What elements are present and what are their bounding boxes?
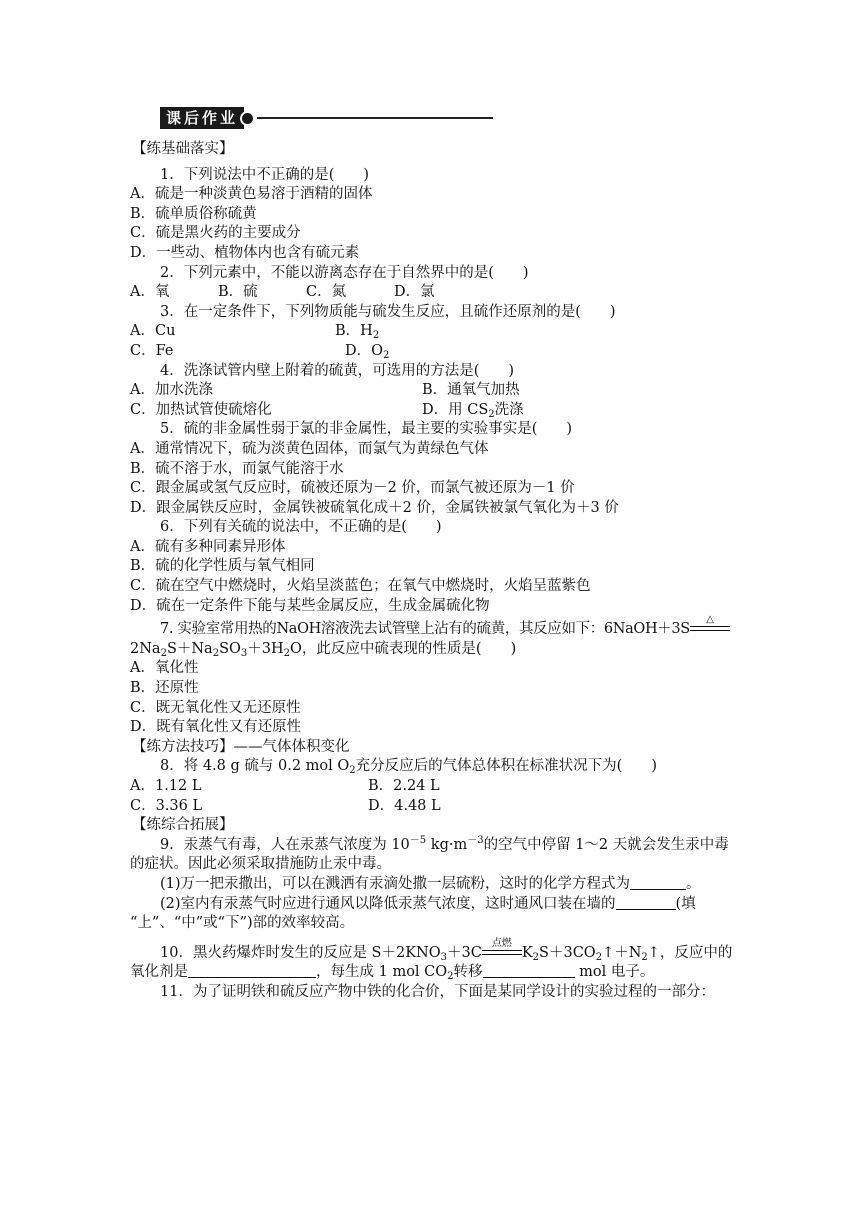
- q4-option-c: C．加热试管使硫熔化: [130, 401, 272, 418]
- question-10-stem-cont: 氧化剂是 ，每生成 1 mol $CO_2$转移 mol 电子。: [130, 964, 655, 983]
- q3-option-a: A．Cu: [130, 323, 176, 340]
- document-body: [130, 140, 733, 1003]
- q2-option-c: C．氮: [306, 284, 347, 301]
- q4-options-row2: [130, 401, 730, 421]
- q9-answer-blank-1[interactable]: [630, 875, 686, 890]
- q3-options-row2: [130, 342, 730, 362]
- section-method: 【练方法技巧】——气体体积变化: [132, 738, 350, 755]
- reaction-ignite-arrow: 点燃: [482, 948, 522, 958]
- q9-part-1: (1)万一把汞撒出，可以在溅洒有汞滴处撒一层硫粉，这时的化学方程式为 。: [160, 875, 701, 892]
- q1-option-d: D．一些动、植物体内也含有硫元素: [130, 244, 360, 261]
- reaction-heat-arrow: △: [690, 624, 730, 634]
- q9-answer-blank-2[interactable]: [616, 895, 676, 910]
- q8-option-d: D．4.48 L: [368, 797, 441, 814]
- section-comprehensive: 【练综合拓展】: [132, 817, 234, 834]
- q2-option-d: D．氯: [394, 284, 435, 301]
- question-1-stem: 1．下列说法中不正确的是( ): [160, 166, 370, 183]
- q3-options-row1: [130, 322, 730, 342]
- q8-option-b: B．2.24 L: [368, 778, 440, 794]
- q5-option-a: A．通常情况下，硫为淡黄色固体，而氯气为黄绿色气体: [130, 440, 489, 457]
- question-10-stem: 10．黑火药爆炸时发生的反应是 $S+2KNO_3+3C$ 点燃 $K_2S+3CO_2↑+N_2↑$，反应中的: [160, 937, 733, 963]
- q8-option-c: C．3.36 L: [130, 797, 203, 814]
- question-6-stem: 6．下列有关硫的说法中，不正确的是( ): [160, 519, 442, 536]
- q7-option-b: B．还原性: [130, 680, 199, 697]
- q4-option-a: A．加水洗涤: [130, 382, 213, 399]
- q1-option-a: A．硫是一种淡黄色易溶于酒精的固体: [130, 186, 373, 203]
- q2-option-b: B．硫: [218, 284, 258, 301]
- q3-option-d: D．$O_2$: [345, 342, 390, 361]
- question-2-stem: 2．下列元素中，不能以游离态存在于自然界中的是( ): [160, 264, 529, 281]
- q5-option-c: C．跟金属或氢气反应时，硫被还原为－2 价，而氯气被还原为－1 价: [130, 480, 575, 497]
- question-7-stem: 7. 实验室常用热的NaOH溶液洗去试管壁上沾有的硫黄，其反应如下：6NaOH＋3S △: [130, 616, 730, 640]
- q6-option-b: B．硫的化学性质与氧气相同: [130, 558, 315, 575]
- q4-option-d: D．用 $CS_2$洗涤: [422, 401, 524, 420]
- q7-option-d: D．既有氧化性又有还原性: [130, 719, 302, 736]
- header-rule: [257, 117, 493, 119]
- q6-option-a: A．硫有多种同素异形体: [130, 538, 286, 555]
- q1-option-c: C．硫是黑火药的主要成分: [130, 225, 301, 242]
- q10-answer-blank-2[interactable]: [483, 963, 575, 978]
- question-9-stem-cont: 的症状。因此必须采取措施防止汞中毒。: [130, 856, 391, 873]
- q4-option-b: B．通氧气加热: [422, 382, 520, 399]
- header-title: 课后作业: [160, 107, 244, 129]
- question-5-stem: 5．硫的非金属性弱于氯的非金属性，最主要的实验事实是( ): [160, 421, 573, 438]
- q10-answer-blank-1[interactable]: [188, 963, 316, 978]
- section-header: [160, 106, 493, 130]
- question-9-stem: 9．汞蒸气有毒，人在汞蒸气浓度为 $10^{-5}$ $kg\cdot m^{-3}$的空气中停留 1～2 天就会发生汞中毒: [160, 834, 729, 853]
- q5-option-d: D．跟金属铁反应时，金属铁被硫氧化成＋2 价，金属铁被氯气氧化为＋3 价: [130, 499, 619, 516]
- q3-option-b: B．$H_2$: [335, 323, 380, 342]
- q6-option-c: C．硫在空气中燃烧时，火焰呈淡蓝色；在氧气中燃烧时，火焰呈蓝紫色: [130, 578, 591, 595]
- q6-option-d: D．硫在一定条件下能与某些金属反应，生成金属硫化物: [130, 597, 490, 614]
- q7-option-c: C．既无氧化性又无还原性: [130, 699, 301, 716]
- q3-option-c: C．Fe: [130, 342, 174, 359]
- q2-options: [130, 283, 730, 303]
- q9-part-2: (2)室内有汞蒸气时应进行通风以降低汞蒸气浓度，这时通风口装在墙的 (填: [160, 895, 696, 912]
- q7-option-a: A．氧化性: [130, 660, 199, 677]
- q9-part-2-cont: “上”、“中”或“下”)部的效率较高。: [130, 915, 355, 932]
- q4-options-row1: [130, 381, 730, 401]
- question-3-stem: 3．在一定条件下，下列物质能与硫发生反应，且硫作还原剂的是( ): [160, 303, 616, 320]
- question-8-stem: 8．将 4.8 g 硫与 0.2 mol $O_2$充分反应后的气体总体积在标准状况下为( ): [160, 758, 657, 777]
- q5-option-b: B．硫不溶于水，而氯气能溶于水: [130, 460, 344, 477]
- question-4-stem: 4．洗涤试管内壁上附着的硫黄，可选用的方法是( ): [160, 362, 515, 379]
- section-basic: 【练基础落实】: [132, 141, 234, 157]
- q1-option-b: B．硫单质俗称硫黄: [130, 205, 257, 222]
- q8-options-row2: [130, 797, 730, 817]
- q8-option-a: A．1.12 L: [130, 778, 202, 794]
- q2-option-a: A．氧: [130, 284, 170, 301]
- header-dot-icon: [240, 111, 255, 126]
- question-7-stem-cont: $2Na_2S+Na_2SO_3+3H_2O$，此反应中硫表现的性质是( ): [130, 640, 517, 659]
- q8-options-row1: [130, 777, 730, 797]
- question-11-stem: 11．为了证明铁和硫反应产物中铁的化合价，下面是某同学设计的实验过程的一部分：: [160, 983, 715, 1000]
